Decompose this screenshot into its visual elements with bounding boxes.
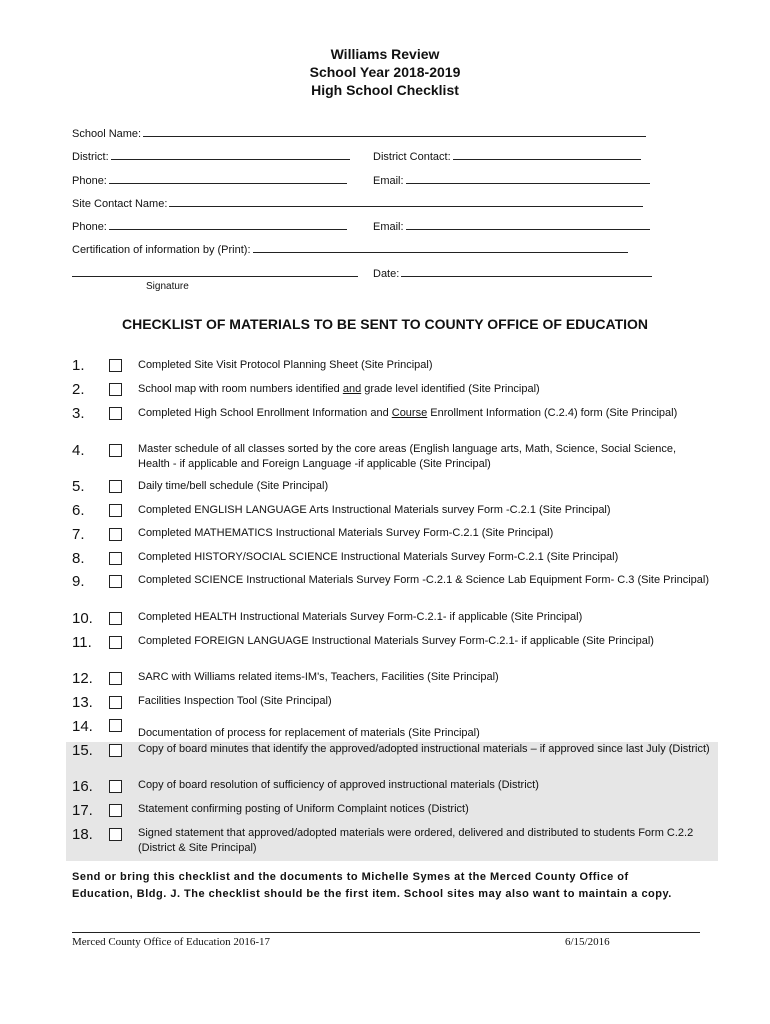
site-contact-label: Site Contact Name: — [72, 198, 168, 210]
item-text-part: Completed High School Enrollment Information and — [138, 407, 392, 419]
item-checkbox[interactable] — [109, 672, 122, 685]
submission-note: Send or bring this checklist and the documents to Michelle Symes at the Merced County Office of Education, Bldg. J. The checklist should be the first item. School sites may also want to maintain a copy. — [72, 871, 672, 900]
item-number: 3. — [72, 405, 85, 422]
item-number: 15. — [72, 742, 93, 759]
item-number: 14. — [72, 718, 93, 735]
title-line-2: School Year 2018-2019 — [309, 64, 461, 80]
item-checkbox[interactable] — [109, 528, 122, 541]
item-number: 2. — [72, 381, 85, 398]
item-checkbox[interactable] — [109, 383, 122, 396]
item-text — [138, 406, 710, 421]
date-line — [401, 265, 652, 277]
item-number: 10. — [72, 610, 93, 627]
item-number: 4. — [72, 442, 85, 459]
item-text: Completed FOREIGN LANGUAGE Instructional Materials Survey Form-C.2.1- if applicable (Site Principal) — [138, 635, 654, 647]
phone-field[interactable] — [72, 172, 347, 188]
item-text-underlined: Course — [391, 407, 428, 419]
school-name-field[interactable] — [72, 125, 646, 141]
item-text: Completed ENGLISH LANGUAGE Arts Instructional Materials survey Form -C.2.1 (Site Principal) — [138, 504, 611, 516]
item-text-part: School map with room numbers identified — [138, 383, 343, 395]
footer-organization: Merced County Office of Education 2016-17 — [72, 936, 271, 948]
item-number: 18. — [72, 826, 93, 843]
district-line — [111, 148, 350, 160]
email-line — [406, 172, 650, 184]
phone-line — [109, 172, 347, 184]
footer-date: 6/15/2016 — [565, 936, 610, 948]
signature-caption: Signature — [146, 281, 189, 292]
district-contact-line — [453, 148, 641, 160]
item-number: 5. — [72, 478, 85, 495]
site-phone-label: Phone: — [72, 221, 107, 233]
item-checkbox[interactable] — [109, 780, 122, 793]
email-field[interactable] — [373, 172, 650, 188]
item-text: Completed HEALTH Instructional Materials Survey Form-C.2.1- if applicable (Site Principal) — [138, 611, 583, 623]
school-name-line — [143, 125, 646, 137]
item-number: 7. — [72, 526, 85, 543]
item-checkbox[interactable] — [109, 575, 122, 588]
item-number: 13. — [72, 694, 93, 711]
item-checkbox[interactable] — [109, 636, 122, 649]
item-checkbox[interactable] — [109, 552, 122, 565]
item-text: Signed statement that approved/adopted materials were ordered, delivered and distributed to students Form C.2.2 (District & Site Principal) — [138, 827, 694, 854]
phone-label: Phone: — [72, 175, 107, 187]
item-text-part: grade level identified (Site Principal) — [361, 383, 540, 395]
site-contact-field[interactable] — [72, 195, 643, 211]
item-number: 16. — [72, 778, 93, 795]
item-number: 11. — [72, 634, 92, 651]
item-number: 17. — [72, 802, 93, 819]
item-text: Copy of board resolution of sufficiency of approved instructional materials (District) — [138, 779, 539, 791]
item-text: Completed SCIENCE Instructional Materials Survey Form -C.2.1 & Science Lab Equipment Form- C.3 (Site Principal) — [138, 574, 709, 586]
date-field[interactable] — [373, 265, 652, 281]
item-number: 1. — [72, 357, 85, 374]
item-checkbox[interactable] — [109, 696, 122, 709]
item-text: Completed HISTORY/SOCIAL SCIENCE Instructional Materials Survey Form-C.2.1 (Site Principal) — [138, 551, 619, 563]
item-text: SARC with Williams related items-IM's, Teachers, Facilities (Site Principal) — [138, 671, 499, 683]
site-email-field[interactable] — [373, 218, 650, 234]
item-checkbox[interactable] — [109, 804, 122, 817]
item-checkbox[interactable] — [109, 828, 122, 841]
district-contact-label: District Contact: — [373, 151, 451, 163]
item-text: Master schedule of all classes sorted by the core areas (English language arts, Math, Science, Social Science, Health - if applicable and Foreign Language -if applicable (Site Principal) — [138, 443, 677, 470]
item-number: 8. — [72, 550, 85, 567]
checklist-heading: CHECKLIST OF MATERIALS TO BE SENT TO COUNTY OFFICE OF EDUCATION — [121, 316, 649, 332]
item-text: Statement confirming posting of Uniform Complaint notices (District) — [138, 803, 469, 815]
certification-line — [253, 241, 628, 253]
signature-field[interactable] — [72, 265, 358, 281]
item-checkbox[interactable] — [109, 480, 122, 493]
item-text: Daily time/bell schedule (Site Principal) — [138, 480, 329, 492]
site-phone-field[interactable] — [72, 218, 347, 234]
item-text: Completed Site Visit Protocol Planning Sheet (Site Principal) — [138, 359, 433, 371]
item-text: Copy of board minutes that identify the approved/adopted instructional materials – if approved since last July (District) — [138, 743, 710, 755]
date-label: Date: — [373, 268, 400, 280]
item-number: 6. — [72, 502, 85, 519]
item-number: 12. — [72, 670, 93, 687]
email-label: Email: — [373, 175, 404, 187]
school-name-label: School Name: — [72, 128, 142, 140]
item-number: 9. — [72, 573, 85, 590]
site-contact-line — [169, 195, 643, 207]
footer-divider — [72, 932, 700, 933]
item-checkbox[interactable] — [109, 744, 122, 757]
item-checkbox[interactable] — [109, 719, 122, 732]
site-email-line — [406, 218, 650, 230]
certification-field[interactable] — [72, 241, 628, 257]
item-text-part: Enrollment Information (C.2.4) form (Site Principal) — [427, 407, 678, 419]
item-checkbox[interactable] — [109, 612, 122, 625]
item-text: Facilities Inspection Tool (Site Principal) — [138, 695, 332, 707]
item-checkbox[interactable] — [109, 444, 122, 457]
district-label: District: — [72, 151, 109, 163]
certification-label: Certification of information by (Print): — [72, 244, 251, 256]
signature-line — [72, 265, 358, 277]
site-phone-line — [109, 218, 347, 230]
item-text: Completed MATHEMATICS Instructional Materials Survey Form-C.2.1 (Site Principal) — [138, 527, 554, 539]
item-text — [138, 382, 710, 397]
item-checkbox[interactable] — [109, 504, 122, 517]
site-email-label: Email: — [373, 221, 404, 233]
item-checkbox[interactable] — [109, 407, 122, 420]
item-checkbox[interactable] — [109, 359, 122, 372]
district-field[interactable] — [72, 148, 350, 164]
title-line-3: High School Checklist — [311, 82, 459, 98]
item-text: Documentation of process for replacement of materials (Site Principal) — [138, 727, 480, 739]
district-contact-field[interactable] — [373, 148, 641, 164]
document-title — [0, 45, 770, 99]
title-line-1: Williams Review — [330, 46, 440, 62]
item-text-underlined: and — [342, 383, 362, 395]
